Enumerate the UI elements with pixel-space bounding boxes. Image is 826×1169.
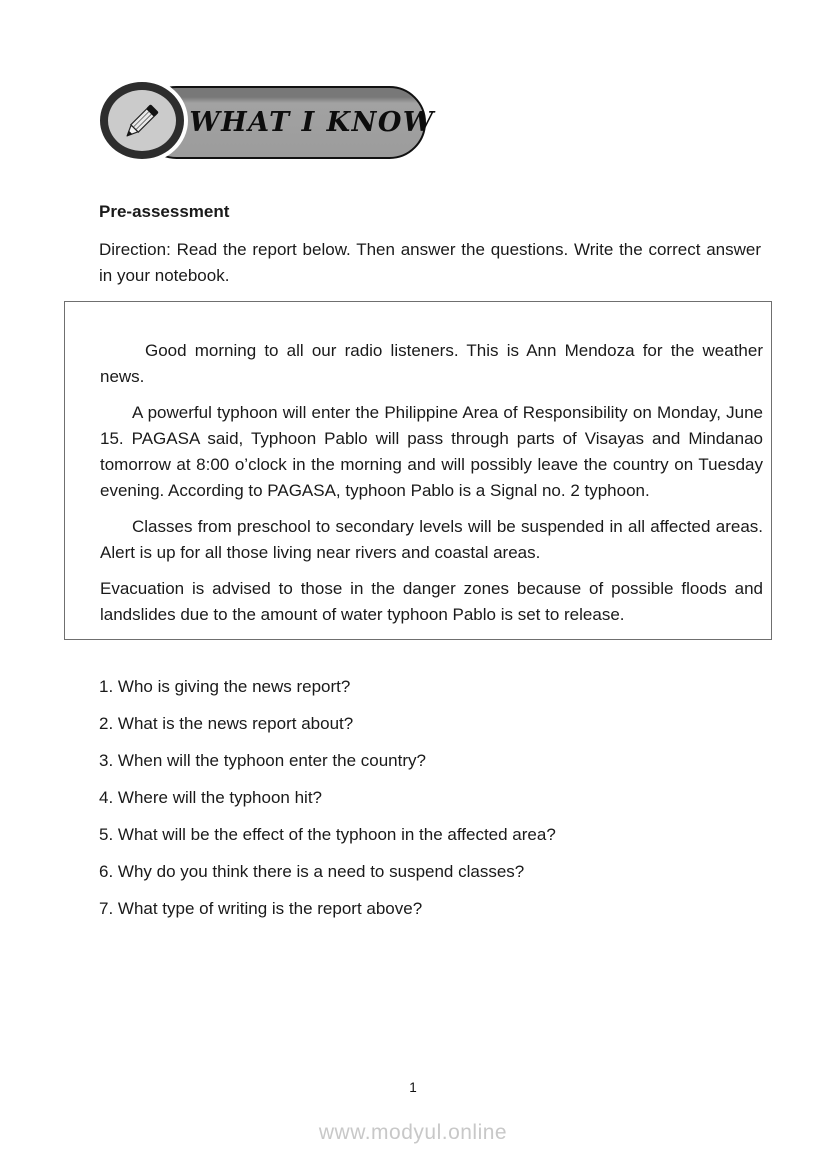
questions-list bbox=[99, 674, 761, 922]
report-box bbox=[64, 301, 772, 640]
page-number: 1 bbox=[409, 1080, 417, 1095]
direction-text: Direction: Read the report below. Then answer the questions. Write the correct answer in your notebook. bbox=[99, 240, 761, 285]
report-paragraph: Classes from preschool to secondary levels will be suspended in all affected areas. Alert is up for all those living near rivers and coastal areas. bbox=[100, 517, 763, 562]
question-item: 1. Who is giving the news report? bbox=[99, 677, 351, 696]
question-item: 5. What will be the effect of the typhoon in the affected area? bbox=[99, 825, 556, 844]
question-item: 7. What type of writing is the report above? bbox=[99, 899, 423, 918]
report-paragraph: Good morning to all our radio listeners. This is Ann Mendoza for the weather news. bbox=[100, 341, 763, 386]
report-paragraph: Evacuation is advised to those in the danger zones because of possible floods and landslides due to the amount of water typhoon Pablo is set to release. bbox=[100, 579, 763, 624]
question-item: 3. When will the typhoon enter the country? bbox=[99, 751, 426, 770]
content-column bbox=[99, 199, 761, 933]
what-i-know-badge bbox=[100, 82, 435, 160]
question-item: 2. What is the news report about? bbox=[99, 714, 354, 733]
question-item: 4. Where will the typhoon hit? bbox=[99, 788, 323, 807]
badge-circle bbox=[100, 82, 184, 159]
badge-title: WHAT I KNOW bbox=[189, 107, 435, 138]
pencil-icon bbox=[115, 97, 169, 145]
report-paragraph: A powerful typhoon will enter the Philippine Area of Responsibility on Monday, June 15. PAGASA said, Typhoon Pablo will pass through parts of Visayas and Mindanao tomorrow at 8:00 o’clock in the morning and will possibly leave the country on Tuesday evening. According to PAGASA, typhoon Pablo is a Signal no. 2 typhoon. bbox=[100, 403, 763, 500]
question-item: 6. Why do you think there is a need to suspend classes? bbox=[99, 862, 525, 881]
watermark: www.modyul.online bbox=[318, 1121, 508, 1144]
pre-assessment-heading: Pre-assessment bbox=[99, 202, 230, 221]
